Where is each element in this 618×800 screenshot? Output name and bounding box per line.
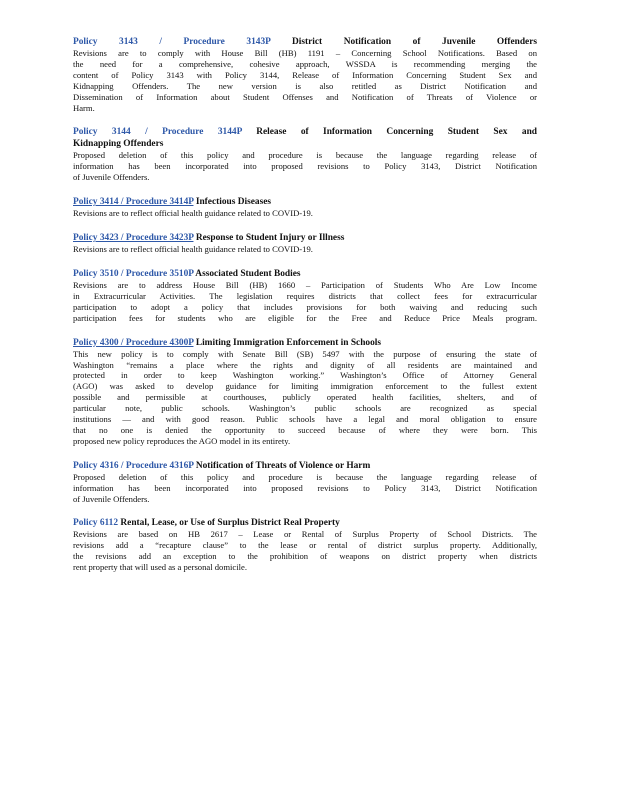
body-line: that no one is denied the opportunity to succeed because of where they were born. This [73, 424, 537, 435]
policy-title: Release of Information Concerning Student Sex and [256, 127, 538, 138]
body-line: of Juvenile Offenders. [73, 172, 150, 183]
policy-number: Policy 3144 / Procedure 3144P [73, 127, 242, 138]
policy-entry-4300 [73, 337, 537, 447]
body-line: Revisions are to comply with House Bill (HB) 1191 – Concerning School Notifications. Based on [73, 48, 537, 58]
entry-heading [73, 196, 537, 208]
entry-heading [73, 232, 537, 244]
policy-title: Rental, Lease, or Use of Surplus District Real Property [120, 518, 340, 529]
policy-number: Policy 3510 / Procedure 3510P [73, 268, 194, 279]
policy-title: Response to Student Injury or Illness [195, 233, 345, 244]
body-line: Dissemination of Information about Student Offenses and Notification of Threats of Violence or [73, 91, 537, 102]
policy-entry-3414 [73, 196, 537, 219]
policy-entry-4316 [73, 460, 537, 505]
body-line: institutions — and with good reason. Public schools have a legal and moral obligation to ensure [73, 414, 537, 425]
policy-number: Policy 6112 [73, 518, 119, 529]
entry-heading [73, 337, 537, 349]
body-line: (AGO) was asked to develop guidance for limiting immigration enforcement to the fullest extent [73, 381, 537, 392]
body-line: proposed new policy reproduces the AGO model in its entirety. [73, 435, 291, 446]
body-line: information has been incorporated into proposed revisions to Policy 3143, District Notification [73, 482, 537, 493]
entry-heading [73, 36, 537, 48]
body-line: Kidnapping Offenders. The new version is also retitled as District Notification and [73, 80, 537, 91]
policy-entry-6112 [73, 517, 537, 573]
policy-entry-3144 [73, 126, 537, 183]
policy-title: Infectious Diseases [195, 197, 272, 208]
policy-entry-3423 [73, 232, 537, 255]
body-line: Revisions are based on HB 2617 – Lease or Rental of Surplus Property of School Districts. The [73, 529, 537, 540]
body-line: of Juvenile Offenders. [73, 493, 150, 504]
policy-link[interactable]: Policy 3423 / Procedure 3423P [73, 233, 194, 244]
policy-number: Policy 4316 / Procedure 4316P [73, 460, 194, 471]
body-line: Washington “remains a place where the rights and dignity of all residents are maintained and [73, 359, 537, 370]
body-line: possible and permissible at courthouses, publicly operated health facilities, shelters, and of [73, 392, 537, 403]
body-line: Revisions are to address House Bill (HB) 1660 – Participation of Students Who Are Low Income [73, 279, 537, 290]
policy-title: Notification of Threats of Violence or Harm [195, 460, 371, 471]
body-line: participation to adopt a policy that includes provisions for both waiving and reducing such [73, 301, 537, 312]
document-page [73, 36, 537, 586]
body-line: revisions add a “recapture clause” to the lease or rental of district surplus property. Additionally, [73, 540, 537, 551]
body-line: Proposed deletion of this policy and procedure is because the language regarding release of [73, 150, 537, 161]
entry-heading [73, 517, 537, 529]
policy-number: Policy 3143 / Procedure 3143P [73, 37, 271, 47]
body-line: in Extracurricular Activities. The legislation requires districts that collect fees for extracurricular [73, 290, 537, 301]
policy-link[interactable]: Policy 4300 / Procedure 4300P [73, 337, 194, 348]
entry-heading [73, 268, 537, 280]
policy-link[interactable]: Policy 3414 / Procedure 3414P [73, 197, 194, 208]
body-line: the need for a comprehensive, cohesive approach, WSSDA is recommending merging the [73, 58, 537, 69]
body-line: content of Policy 3143 with Policy 3144, Release of Information Concerning Student Sex and [73, 69, 537, 80]
policy-title: Limiting Immigration Enforcement in Schools [195, 337, 382, 348]
body-line: information has been incorporated into proposed revisions to Policy 3143, District Notification [73, 161, 537, 172]
body-line: the revisions add an exception to the prohibition of weapons on district property when districts [73, 551, 537, 562]
body-line: Proposed deletion of this policy and procedure is because the language regarding release of [73, 471, 537, 482]
body-line: rent property that will used as a personal domicile. [73, 562, 247, 573]
entry-heading [73, 460, 537, 472]
policy-title: Associated Student Bodies [195, 268, 301, 279]
body-line: protected in order to keep Washington working.” Washington’s Office of Attorney General [73, 370, 537, 381]
policy-title-continued: Kidnapping Offenders [73, 139, 164, 150]
body-line: Harm. [73, 102, 95, 113]
policy-entry-3143 [73, 36, 537, 113]
body-line: This new policy is to comply with Senate Bill (SB) 5497 with the purpose of ensuring the state of [73, 348, 537, 359]
policy-entry-3510 [73, 268, 537, 324]
body-line: Revisions are to reflect official health guidance related to COVID-19. [73, 208, 313, 219]
entry-heading [73, 126, 537, 150]
body-line: Revisions are to reflect official health guidance related to COVID-19. [73, 244, 313, 255]
body-line: participation fees for students who are eligible for the Free and Reduce Price Meals program. [73, 312, 537, 323]
body-line: particular note, public schools. Washington’s public schools are recognized as special [73, 403, 537, 414]
policy-title: District Notification of Juvenile Offenders [291, 37, 538, 47]
